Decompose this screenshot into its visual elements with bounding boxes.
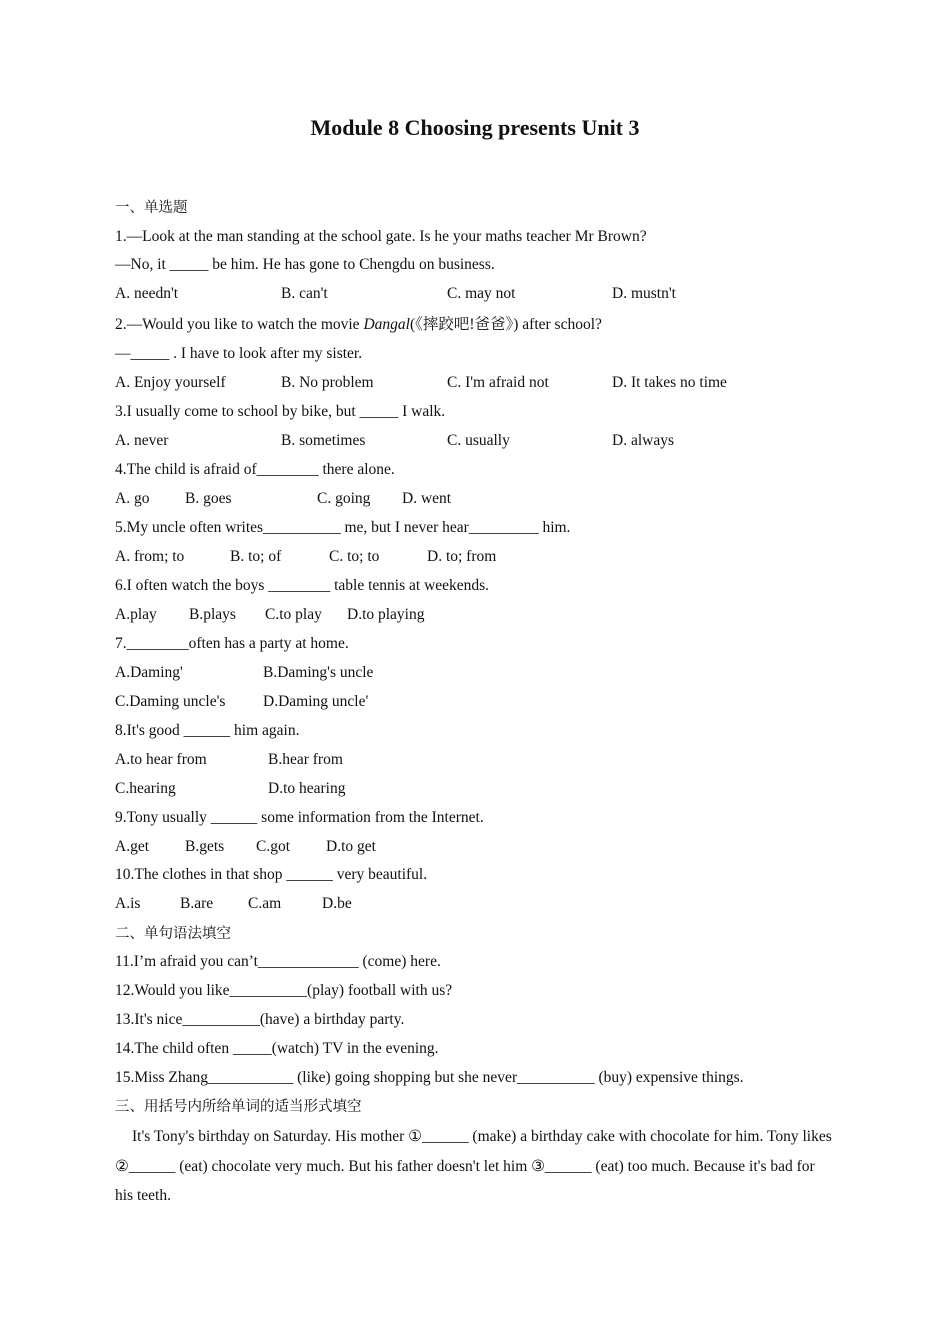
question-1-stem: 1.—Look at the man standing at the school gate. Is he your maths teacher Mr Brown? (115, 228, 647, 245)
option-b[interactable]: B. goes (185, 490, 232, 507)
question-5-options (115, 548, 835, 566)
option-d[interactable]: D. went (402, 490, 452, 507)
section-heading-grammar-fill: 二、单句语法填空 (115, 926, 231, 942)
option-c[interactable]: C. usually (447, 432, 510, 449)
option-a[interactable]: A.is (115, 895, 141, 912)
question-8-options-row-1 (115, 751, 835, 769)
option-d[interactable]: D.Daming uncle' (263, 693, 369, 710)
question-3-options (115, 432, 835, 450)
option-c[interactable]: C. may not (447, 285, 516, 302)
question-9-options (115, 838, 835, 856)
option-a[interactable]: A. from; to (115, 548, 185, 565)
question-4-stem: 4.The child is afraid of________ there alone. (115, 461, 395, 478)
option-c[interactable]: C.am (248, 895, 282, 912)
option-c[interactable]: C. I'm afraid not (447, 374, 549, 391)
question-6-stem: 6.I often watch the boys ________ table tennis at weekends. (115, 577, 490, 594)
question-1-stem-reply: —No, it _____ be him. He has gone to Chengdu on business. (115, 256, 495, 273)
option-a[interactable]: A. go (115, 490, 150, 507)
question-2-stem-end: (《摔跤吧!爸爸》) after school? (409, 316, 602, 333)
option-d[interactable]: D.be (322, 895, 352, 912)
option-b[interactable]: B. can't (281, 285, 328, 302)
option-c[interactable]: C. to; to (329, 548, 380, 565)
question-4-options (115, 490, 835, 508)
passage-paragraph: It's Tony's birthday on Saturday. His mother ①______ (make) a birthday cake with chocolate for him. Tony likes ②______ (eat) chocolate very much. But his father doesn't let him ③______ (eat) too much. Because it's bad for his teeth. (115, 1128, 832, 1204)
question-7-stem: 7.________often has a party at home. (115, 635, 349, 652)
option-c[interactable]: C.hearing (115, 780, 176, 797)
option-c[interactable]: C.Daming uncle's (115, 693, 226, 710)
option-a[interactable]: A.Daming' (115, 664, 183, 681)
option-b[interactable]: B.are (180, 895, 214, 912)
option-c[interactable]: C. going (317, 490, 371, 507)
question-13: 13.It's nice__________(have) a birthday party. (115, 1011, 405, 1028)
question-6-options (115, 606, 835, 624)
question-2-stem-start: 2.—Would you like to watch the movie (115, 316, 364, 333)
question-2-options (115, 374, 835, 392)
option-b[interactable]: B.plays (189, 606, 236, 623)
option-b[interactable]: B. sometimes (281, 432, 366, 449)
question-14: 14.The child often _____(watch) TV in the evening. (115, 1040, 439, 1057)
option-d[interactable]: D. It takes no time (612, 374, 727, 391)
question-7-options-row-1 (115, 664, 835, 682)
question-11: 11.I’m afraid you can’t_____________ (come) here. (115, 953, 441, 970)
question-9-stem: 9.Tony usually ______ some information from the Internet. (115, 809, 484, 826)
option-c[interactable]: C.got (256, 838, 291, 855)
option-a[interactable]: A. never (115, 432, 169, 449)
option-d[interactable]: D.to get (326, 838, 376, 855)
option-d[interactable]: D. to; from (427, 548, 497, 565)
question-7-options-row-2 (115, 693, 835, 711)
question-3-stem: 3.I usually come to school by bike, but _____ I walk. (115, 403, 446, 420)
option-a[interactable]: A. needn't (115, 285, 179, 302)
question-2-stem (115, 316, 602, 334)
option-b[interactable]: B. No problem (281, 374, 374, 391)
question-8-stem: 8.It's good ______ him again. (115, 722, 300, 739)
option-b[interactable]: B. to; of (230, 548, 282, 565)
question-15: 15.Miss Zhang___________ (like) going shopping but she never__________ (buy) expensive things. (115, 1069, 744, 1086)
question-1-options (115, 285, 835, 303)
section-heading-single-choice: 一、单选题 (115, 200, 188, 216)
section-heading-word-form: 三、用括号内所给单词的适当形式填空 (115, 1099, 362, 1115)
option-a[interactable]: A.to hear from (115, 751, 207, 768)
movie-title: Dangal (363, 316, 410, 333)
option-d[interactable]: D.to hearing (268, 780, 346, 797)
question-5-stem: 5.My uncle often writes__________ me, but I never hear_________ him. (115, 519, 571, 536)
question-2-stem-reply: —_____ . I have to look after my sister. (115, 345, 363, 362)
page-title: Module 8 Choosing presents Unit 3 (310, 115, 640, 140)
question-12: 12.Would you like__________(play) football with us? (115, 982, 453, 999)
question-10-options (115, 895, 835, 913)
option-d[interactable]: D.to playing (347, 606, 425, 623)
option-b[interactable]: B.Daming's uncle (263, 664, 374, 681)
question-10-stem: 10.The clothes in that shop ______ very beautiful. (115, 866, 428, 883)
option-a[interactable]: A.play (115, 606, 157, 623)
option-d[interactable]: D. always (612, 432, 674, 449)
option-a[interactable]: A. Enjoy yourself (115, 374, 226, 391)
option-c[interactable]: C.to play (265, 606, 322, 623)
option-b[interactable]: B.hear from (268, 751, 343, 768)
option-a[interactable]: A.get (115, 838, 150, 855)
question-8-options-row-2 (115, 780, 835, 798)
option-d[interactable]: D. mustn't (612, 285, 676, 302)
option-b[interactable]: B.gets (185, 838, 225, 855)
